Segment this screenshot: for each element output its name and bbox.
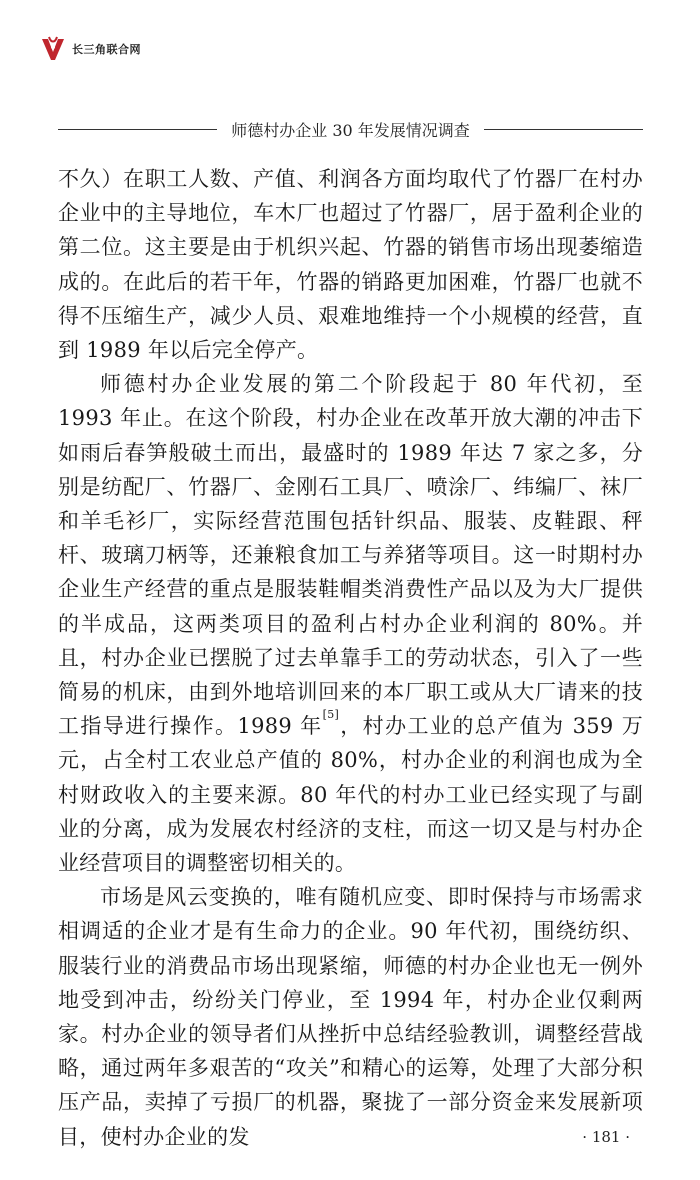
paragraph-2-part-1: 师德村办企业发展的第二个阶段起于 80 年代初，至 1993 年止。在这个阶段，村办企业在改革开放大潮的冲击下如雨后春笋般破土而出，最盛时的 1989 年达 7 家之多，分别是纺配厂、竹器厂、金刚石工具厂、喷涂厂、纬编厂、袜厂和羊毛衫厂，实际经营范围包括针织品、服装、皮鞋跟、秤杆、玻璃刀柄等，还兼粮食加工与养猪等项目。这一时期村办企业生产经营的重点是服装鞋帽类消费性产品以及为大厂提供的半成品，这两类项目的盈利占村办企业利润的 80%。并且，村办企业已摆脱了过去单靠手工的劳动状态，引入了一些简易的机床，由到外地培训回来的本厂职工或从大厂请来的技工指导进行操作。1989 年 bbox=[58, 372, 643, 739]
footnote-reference[interactable]: [5] bbox=[322, 708, 340, 722]
header-rule-right bbox=[484, 129, 643, 130]
paragraph-2 bbox=[58, 367, 643, 880]
site-logo-icon bbox=[38, 34, 68, 64]
running-header-title: 师德村办企业 30 年发展情况调查 bbox=[231, 120, 470, 140]
running-header bbox=[58, 116, 643, 142]
paragraph-3: 市场是风云变换的，唯有随机应变、即时保持与市场需求相调适的企业才是有生命力的企业。90 年代初，围绕纺织、服装行业的消费品市场出现紧缩，师德的村办企业也无一例外地受到冲击，纷纷关门停业，至 1994 年，村办企业仅剩两家。村办企业的领导者们从挫折中总结经验教训，调整经营战略，通过两年多艰苦的“攻关”和精心的运筹，处理了大部分积压产品，卖掉了亏损厂的机器，聚拢了一部分资金来发展新项目，使村办企业的发 bbox=[58, 885, 643, 1149]
site-logo-text: 长三角联合网 bbox=[72, 43, 141, 56]
site-logo bbox=[38, 34, 141, 64]
paragraph-1: 不久）在职工人数、产值、利润各方面均取代了竹器厂在村办企业中的主导地位，车木厂也超过了竹器厂，居于盈利企业的第二位。这主要是由于机织兴起、竹器的销售市场出现萎缩造成的。在此后的若干年，竹器的销路更加困难，竹器厂也就不得不压缩生产，减少人员、艰难地维持一个小规模的经营，直到 1989 年以后完全停产。 bbox=[58, 167, 643, 363]
paragraph-2-part-2: ，村办工业的总产值为 359 万元，占全村工农业总产值的 80%，村办企业的利润也成为全村财政收入的主要来源。80 年代的村办工业已经实现了与副业的分离，成为发展农村经济的支柱，而这一切又是与村办企业经营项目的调整密切相关的。 bbox=[58, 714, 643, 876]
body-text bbox=[58, 162, 643, 1154]
header-rule-left bbox=[58, 129, 217, 130]
page-number: · 181 · bbox=[582, 1128, 630, 1146]
